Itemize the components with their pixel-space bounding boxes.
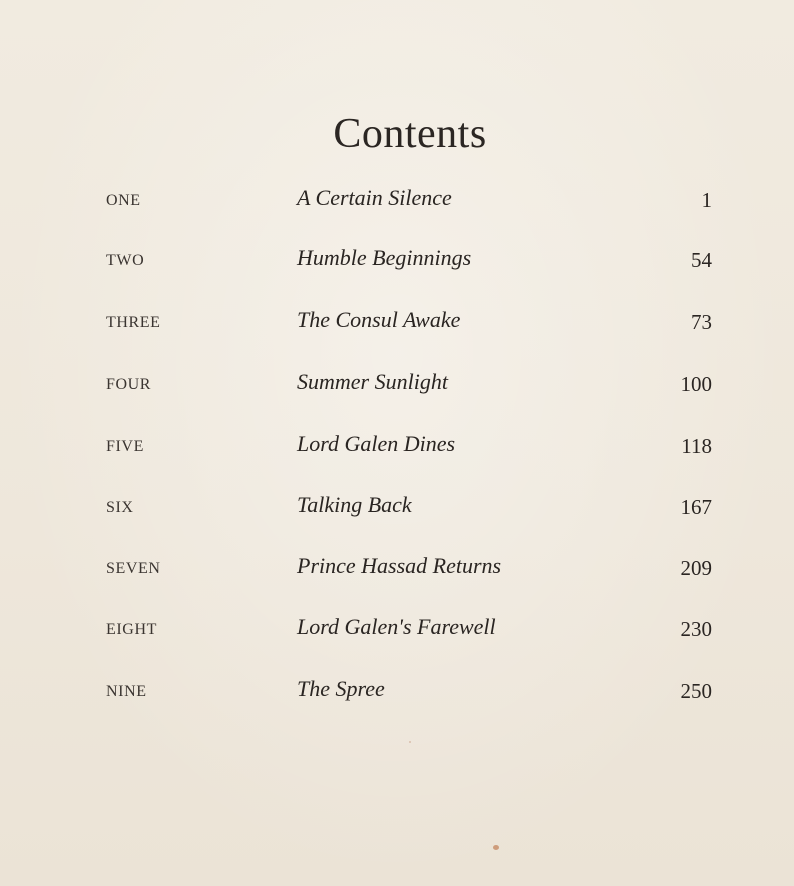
chapter-number: ONE bbox=[106, 192, 141, 209]
toc-entry bbox=[0, 614, 794, 660]
page-number: 250 bbox=[680, 679, 712, 703]
chapter-number: THREE bbox=[106, 314, 161, 331]
chapter-title: Talking Back bbox=[297, 492, 412, 517]
chapter-title: Summer Sunlight bbox=[297, 369, 448, 394]
chapter-number: FOUR bbox=[106, 376, 152, 393]
chapter-title: The Consul Awake bbox=[297, 307, 461, 332]
toc-entry bbox=[0, 307, 794, 353]
page-number: 100 bbox=[680, 372, 712, 396]
page-number: 167 bbox=[680, 495, 712, 519]
page-number: 54 bbox=[691, 248, 712, 272]
chapter-title: Humble Beginnings bbox=[297, 245, 472, 270]
toc-entry bbox=[0, 245, 794, 291]
toc-entry bbox=[0, 431, 794, 477]
toc-entry bbox=[0, 185, 794, 231]
chapter-number: SEVEN bbox=[106, 560, 161, 577]
page-number: 230 bbox=[680, 617, 712, 641]
paper-stain bbox=[493, 845, 499, 850]
toc-entry bbox=[0, 492, 794, 538]
page-number: 209 bbox=[680, 556, 712, 580]
page-number: 118 bbox=[681, 434, 712, 458]
toc-entry bbox=[0, 553, 794, 599]
contents-heading: Contents bbox=[333, 111, 487, 157]
chapter-number: NINE bbox=[106, 683, 147, 700]
chapter-number: EIGHT bbox=[106, 621, 157, 638]
page-number: 1 bbox=[701, 188, 712, 212]
page-number: 73 bbox=[691, 310, 712, 334]
chapter-title: Prince Hassad Returns bbox=[297, 553, 502, 578]
paper-speck bbox=[409, 741, 411, 743]
chapter-title: Lord Galen's Farewell bbox=[297, 614, 496, 639]
toc-entry bbox=[0, 676, 794, 722]
chapter-title: A Certain Silence bbox=[297, 185, 452, 210]
chapter-title: The Spree bbox=[297, 676, 385, 701]
chapter-number: TWO bbox=[106, 252, 145, 269]
chapter-title: Lord Galen Dines bbox=[297, 431, 456, 456]
toc-entry bbox=[0, 369, 794, 415]
chapter-number: SIX bbox=[106, 499, 134, 516]
chapter-number: FIVE bbox=[106, 438, 144, 455]
